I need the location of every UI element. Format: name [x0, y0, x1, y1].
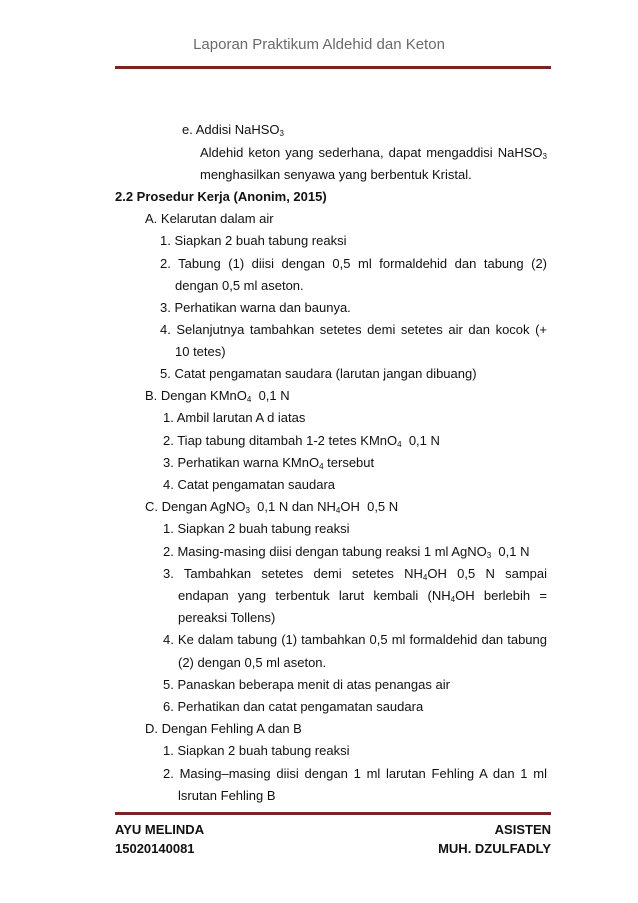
list-item: 2. Tiap tabung ditambah 1-2 tetes KMnO$_4$ 0,1 N [163, 433, 440, 449]
list-item-continued: dengan 0,5 ml aseton. [175, 278, 304, 293]
list-item: 1. Ambil larutan A d iatas [163, 410, 306, 425]
list-item-continued: 10 tetes) [175, 344, 226, 359]
list-item: 1. Siapkan 2 buah tabung reaksi [163, 743, 350, 758]
footer-author-id: 15020140081 [115, 841, 195, 856]
list-item-continued: (2) dengan 0,5 ml aseton. [178, 655, 327, 670]
footer-divider [115, 812, 551, 815]
section-heading: 2.2 Prosedur Kerja (Anonim, 2015) [115, 189, 327, 204]
subsection-title: D. Dengan Fehling A dan B [145, 721, 302, 736]
header-divider [115, 66, 551, 69]
list-item-continued: lsrutan Fehling B [178, 788, 276, 803]
list-item: 5. Panaskan beberapa menit di atas penangas air [163, 677, 450, 692]
list-item: 4. Catat pengamatan saudara [163, 477, 336, 492]
list-item-continued: pereaksi Tollens) [178, 610, 276, 625]
list-item: 2. Masing–masing diisi dengan 1 ml larutan Fehling A dan 1 ml [163, 766, 547, 781]
list-item: 5. Catat pengamatan saudara (larutan jangan dibuang) [160, 366, 477, 381]
list-item: 3. Tambahkan setetes demi setetes $NH_4OH$ 0,5 N sampai [163, 566, 548, 582]
footer-assistant-name: MUH. DZULFADLY [438, 841, 551, 856]
list-item: 2. Tabung (1) diisi dengan 0,5 ml formaldehid dan tabung (2) [160, 256, 547, 271]
list-item: 6. Perhatikan dan catat pengamatan saudara [163, 699, 424, 714]
paragraph-line: Aldehid keton yang sederhana, dapat mengaddisi NaHSO$_3$ [200, 145, 547, 161]
footer-author-name: AYU MELINDA [115, 822, 205, 837]
subsection-title: B. Dengan KMnO$_4$ 0,1 N [145, 388, 290, 404]
list-item: 4. Selanjutnya tambahkan setetes demi setetes air dan kocok (+ [160, 322, 547, 337]
list-item: 1. Siapkan 2 buah tabung reaksi [160, 233, 347, 248]
list-item: 3. Perhatikan warna KMnO$_4$ tersebut [163, 455, 375, 471]
subsection-title: A. Kelarutan dalam air [145, 211, 274, 226]
list-item: 4. Ke dalam tabung (1) tambahkan 0,5 ml formaldehid dan tabung [163, 632, 547, 647]
footer-assistant-role: ASISTEN [494, 822, 551, 837]
paragraph-line: menghasilkan senyawa yang berbentuk Kristal. [200, 167, 472, 182]
list-item: 1. Siapkan 2 buah tabung reaksi [163, 521, 350, 536]
list-item: 3. Perhatikan warna dan baunya. [160, 300, 351, 315]
list-item-continued: endapan yang terbentuk larut kembali ($NH_4OH$ berlebih = [178, 588, 547, 604]
subsection-title: C. Dengan AgNO$_3$ 0,1 N dan $NH_4OH$ 0,5 N [145, 499, 399, 515]
list-item-e: e. Addisi NaHSO$_3$ [182, 122, 284, 138]
page-header-title: Laporan Praktikum Aldehid dan Keton [193, 36, 445, 53]
list-item: 2. Masing-masing diisi dengan tabung reaksi 1 ml AgNO$_3$ 0,1 N [163, 544, 530, 560]
